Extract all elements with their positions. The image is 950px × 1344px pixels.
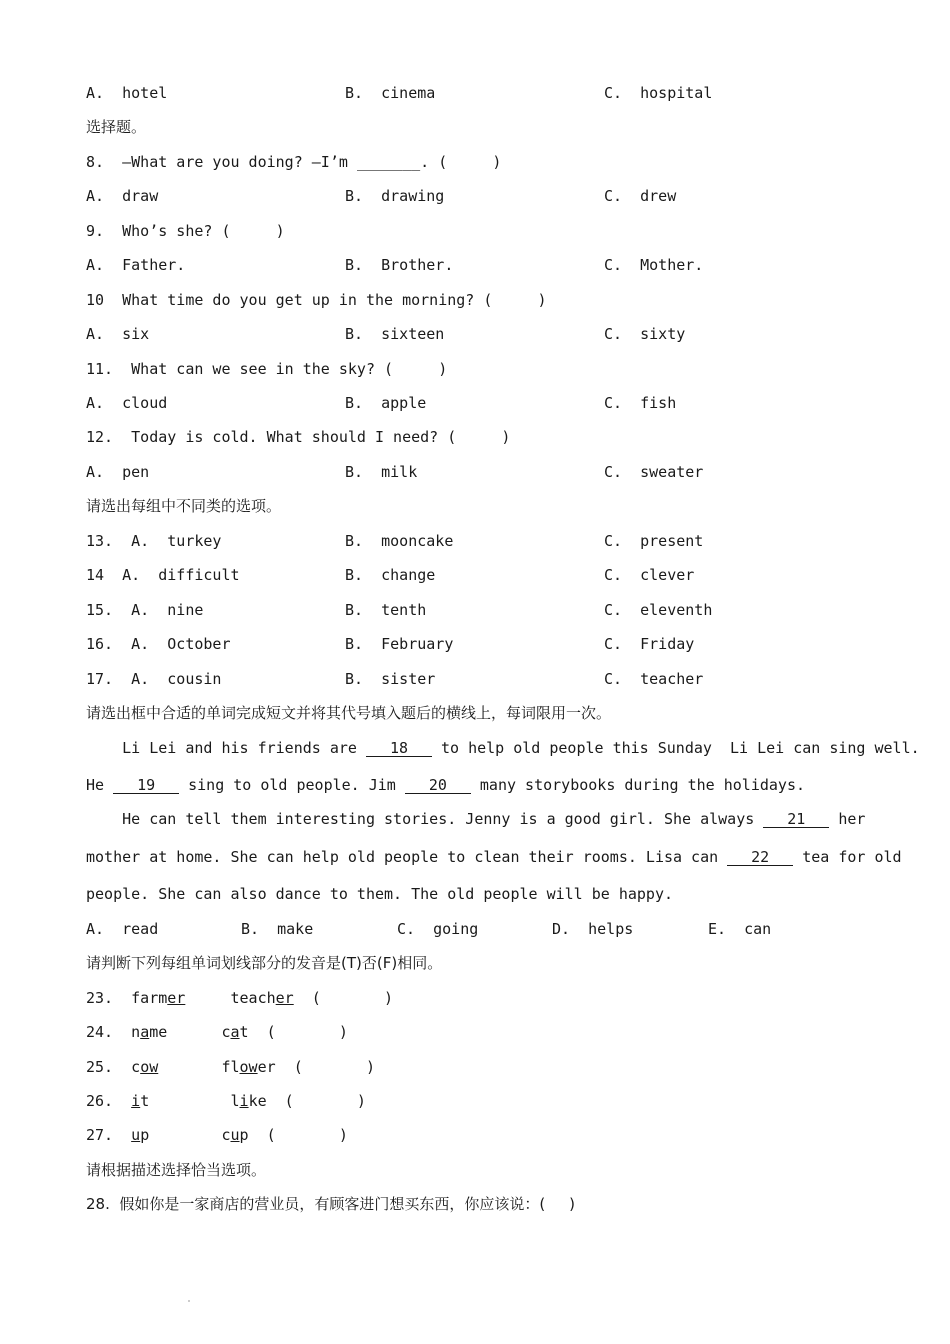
word-part: ke xyxy=(248,1092,267,1110)
spacer xyxy=(158,1058,221,1076)
word-part: er xyxy=(257,1058,276,1076)
odd-row-17-c: C. teacher xyxy=(604,670,704,688)
q10-option-b: B. sixteen xyxy=(345,325,445,343)
underlined-part: ow xyxy=(239,1058,258,1076)
word-part: c xyxy=(221,1023,231,1041)
odd-row-15-a: 15. A. nine xyxy=(86,601,204,619)
section-heading-phonics: 请判断下列每组单词划线部分的发音是(T)否(F)相同。 xyxy=(86,954,443,972)
word-part: c xyxy=(221,1126,231,1144)
blank-21: 21 xyxy=(763,811,829,828)
question-11: 11. What can we see in the sky? ( ) xyxy=(86,360,448,378)
q9-option-c: C. Mother. xyxy=(604,256,704,274)
odd-row-14-a: 14 A. difficult xyxy=(86,566,240,584)
phonics-row-25 xyxy=(86,1057,375,1077)
blank-19: 19 xyxy=(113,777,179,794)
item-number: 27. xyxy=(86,1126,132,1144)
item-number: 25. xyxy=(86,1058,132,1076)
underlined-part: a xyxy=(140,1023,150,1041)
spacer xyxy=(149,1092,230,1110)
odd-row-17-b: B. sister xyxy=(345,670,436,688)
spacer xyxy=(167,1023,221,1041)
answer-bracket: ( ) xyxy=(248,1023,348,1041)
cloze-text: He xyxy=(86,776,114,794)
q8-prefix: 8. —What are you doing? —I’m xyxy=(86,153,357,171)
underlined-part: ow xyxy=(140,1058,159,1076)
q7-option-b: B. cinema xyxy=(345,84,436,102)
odd-row-13-c: C. present xyxy=(604,532,704,550)
q12-option-b: B. milk xyxy=(345,463,418,481)
word-bank-e: E. can xyxy=(708,920,772,938)
q10-option-a: A. six xyxy=(86,325,150,343)
phonics-row-24 xyxy=(86,1022,348,1042)
q11-option-b: B. apple xyxy=(345,394,427,412)
word-part: teach xyxy=(230,989,276,1007)
q7-option-c: C. hospital xyxy=(604,84,713,102)
answer-bracket: ( ) xyxy=(293,989,394,1007)
underlined-part: i xyxy=(239,1092,249,1110)
question-10: 10 What time do you get up in the morning? ( ) xyxy=(86,291,547,309)
question-8 xyxy=(86,152,501,172)
phonics-row-27 xyxy=(86,1125,348,1145)
q8-option-a: A. draw xyxy=(86,187,159,205)
word-part: me xyxy=(149,1023,168,1041)
page-speck xyxy=(188,1300,190,1302)
odd-row-16-a: 16. A. October xyxy=(86,635,231,653)
word-part: t xyxy=(140,1092,150,1110)
cloze-text: tea for old xyxy=(793,848,902,866)
question-28: 28. 假如你是一家商店的营业员，有顾客进门想买东西，你应该说：( ) xyxy=(86,1195,575,1213)
blank-18: 18 xyxy=(366,740,432,757)
word-part: p xyxy=(140,1126,150,1144)
word-part: n xyxy=(131,1023,141,1041)
question-9: 9. Who’s she? ( ) xyxy=(86,222,285,240)
q8-option-b: B. drawing xyxy=(345,187,445,205)
q9-option-a: A. Father. xyxy=(86,256,186,274)
word-bank-b: B. make xyxy=(241,920,314,938)
odd-row-16-b: B. February xyxy=(345,635,454,653)
q8-option-c: C. drew xyxy=(604,187,677,205)
section-heading-situation: 请根据描述选择恰当选项。 xyxy=(86,1161,267,1179)
section-heading-choice: 选择题。 xyxy=(86,118,147,136)
spacer xyxy=(149,1126,221,1144)
q7-option-a: A. hotel xyxy=(86,84,168,102)
cloze-line-1 xyxy=(86,738,920,758)
underlined-part: i xyxy=(131,1092,141,1110)
word-part: c xyxy=(131,1058,141,1076)
odd-row-13-a: 13. A. turkey xyxy=(86,532,222,550)
underlined-part: er xyxy=(275,989,294,1007)
cloze-text: Li Lei and his friends are xyxy=(86,739,366,757)
cloze-line-3 xyxy=(86,809,865,829)
odd-row-14-c: C. clever xyxy=(604,566,695,584)
item-number: 24. xyxy=(86,1023,132,1041)
answer-bracket: ( ) xyxy=(266,1092,366,1110)
odd-row-16-c: C. Friday xyxy=(604,635,695,653)
answer-bracket: ( ) xyxy=(275,1058,375,1076)
cloze-text: to help old people this Sunday Li Lei can sing well. xyxy=(431,739,920,757)
phonics-row-26 xyxy=(86,1091,366,1111)
word-part: fl xyxy=(221,1058,240,1076)
word-part: farm xyxy=(131,989,168,1007)
cloze-line-5: people. She can also dance to them. The old people will be happy. xyxy=(86,885,673,903)
item-number: 23. xyxy=(86,989,132,1007)
word-part: p xyxy=(239,1126,249,1144)
spacer xyxy=(185,989,230,1007)
q11-option-c: C. fish xyxy=(604,394,677,412)
q8-suffix: . ( ) xyxy=(420,153,502,171)
odd-row-14-b: B. change xyxy=(345,566,436,584)
section-heading-cloze: 请选出框中合适的单词完成短文并将其代号填入题后的横线上，每词限用一次。 xyxy=(86,704,612,722)
blank-20: 20 xyxy=(405,777,471,794)
odd-row-15-c: C. eleventh xyxy=(604,601,713,619)
odd-row-13-b: B. mooncake xyxy=(345,532,454,550)
q8-blank: _______ xyxy=(356,153,421,171)
cloze-text: mother at home. She can help old people to clean their rooms. Lisa can xyxy=(86,848,728,866)
odd-row-17-a: 17. A. cousin xyxy=(86,670,222,688)
section-heading-odd-one-out: 请选出每组中不同类的选项。 xyxy=(86,497,282,515)
q10-option-c: C. sixty xyxy=(604,325,686,343)
word-bank-d: D. helps xyxy=(552,920,634,938)
underlined-part: u xyxy=(230,1126,240,1144)
cloze-text: sing to old people. Jim xyxy=(179,776,405,794)
q12-option-c: C. sweater xyxy=(604,463,704,481)
blank-22: 22 xyxy=(727,849,793,866)
item-number: 26. xyxy=(86,1092,132,1110)
cloze-text: He can tell them interesting stories. Jenny is a good girl. She always xyxy=(86,810,764,828)
q9-option-b: B. Brother. xyxy=(345,256,454,274)
q11-option-a: A. cloud xyxy=(86,394,168,412)
phonics-row-23 xyxy=(86,988,393,1008)
cloze-line-2 xyxy=(86,775,805,795)
word-bank-c: C. going xyxy=(397,920,479,938)
cloze-text: her xyxy=(829,810,866,828)
cloze-text: many storybooks during the holidays. xyxy=(470,776,806,794)
answer-bracket: ( ) xyxy=(248,1126,348,1144)
question-12: 12. Today is cold. What should I need? ( ) xyxy=(86,428,511,446)
underlined-part: er xyxy=(167,989,186,1007)
underlined-part: a xyxy=(230,1023,240,1041)
odd-row-15-b: B. tenth xyxy=(345,601,427,619)
word-bank-a: A. read xyxy=(86,920,159,938)
q12-option-a: A. pen xyxy=(86,463,150,481)
word-part: t xyxy=(239,1023,249,1041)
underlined-part: u xyxy=(131,1126,141,1144)
word-part: l xyxy=(230,1092,240,1110)
cloze-line-4 xyxy=(86,847,902,867)
